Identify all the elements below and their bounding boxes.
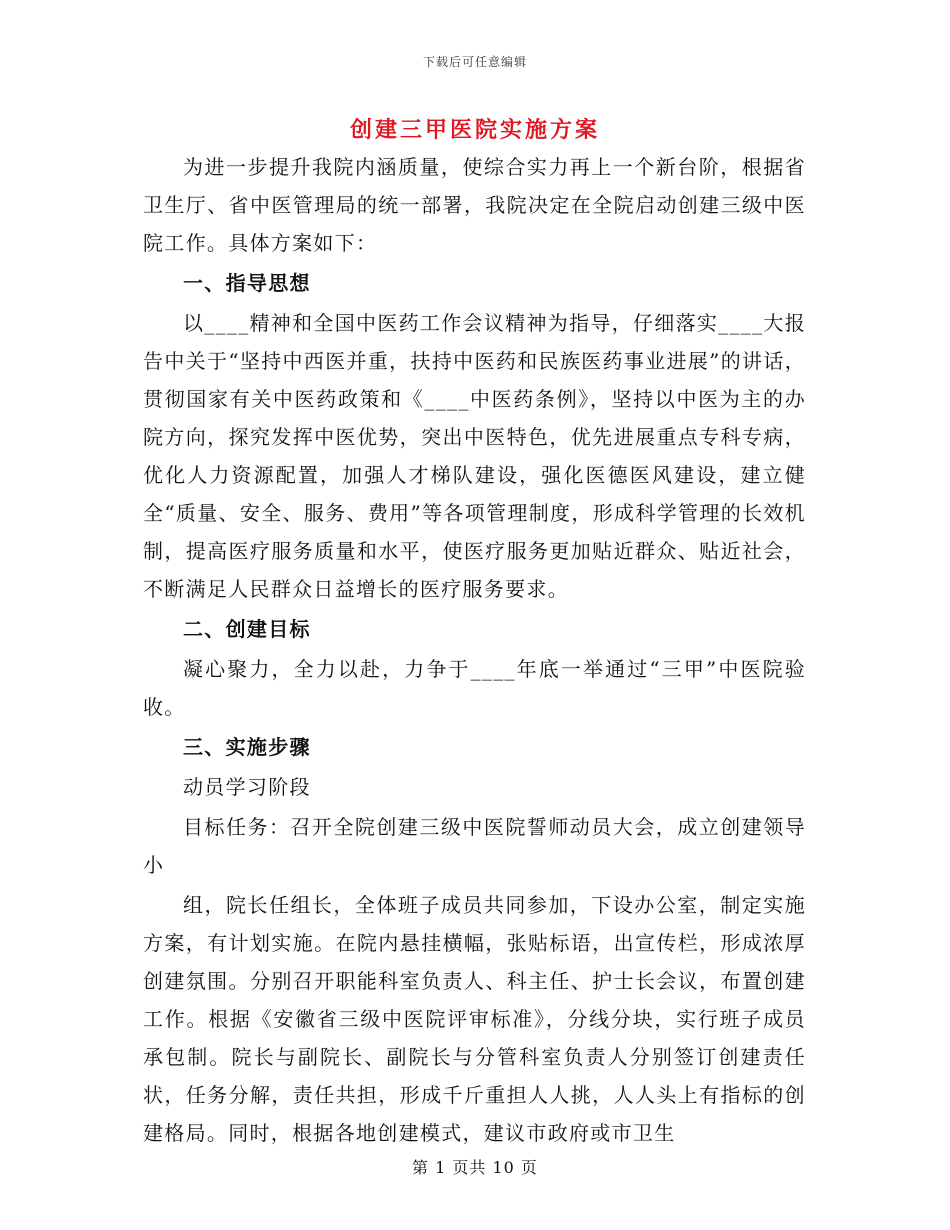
- header-note: 下载后可任意编辑: [422, 55, 527, 69]
- paragraph-intro: 为进一步提升我院内涵质量，使综合实力再上一个新台阶，根据省卫生厅、省中医管理局的统一部署，我院决定在全院启动创建三级中医院工作。具体方案如下：: [143, 155, 806, 255]
- paragraph-goal: 凝心聚力，全力以赴，力争于____年底一举通过“三甲”中医院验收。: [143, 657, 806, 719]
- paragraph-mobilization-stage: 动员学习阶段: [183, 775, 311, 799]
- section-heading-guiding-thought: 一、指导思想: [183, 271, 311, 295]
- section-heading-goal: 二、创建目标: [183, 617, 311, 641]
- section-heading-steps: 三、实施步骤: [183, 735, 311, 759]
- document-body: [143, 148, 806, 1154]
- paragraph-target-tasks: 目标任务：召开全院创建三级中医院誓师动员大会，成立创建领导小: [143, 815, 806, 877]
- paragraph-guiding-thought: 以____精神和全国中医药工作会议精神为指导，仔细落实____大报告中关于“坚持中西医并重，扶持中医药和民族医药事业进展”的讲话，贯彻国家有关中医药政策和《____中医药条例》，坚持以中医为主的办院方向，探究发挥中医优势，突出中医特色，优先进展重点专科专病，优化人力资源配置，加强人才梯队建设，强化医德医风建设，建立健全“质量、安全、服务、费用”等各项管理制度，形成科学管理的长效机制，提高医疗服务质量和水平，使医疗服务更加贴近群众、贴近社会，不断满足人民群众日益增长的医疗服务要求。: [143, 311, 806, 601]
- page-number: 第 1 页共 10 页: [412, 1158, 538, 1177]
- paragraph-leadership-group: 组，院长任组长，全体班子成员共同参加，下设办公室，制定实施方案，有计划实施。在院内悬挂横幅，张贴标语，出宣传栏，形成浓厚创建氛围。分别召开职能科室负责人、科主任、护士长会议，布置创建工作。根据《安徽省三级中医院评审标准》，分线分块，实行班子成员承包制。院长与副院长、副院长与分管科室负责人分别签订创建责任状，任务分解，责任共担，形成千斤重担人人挑，人人头上有指标的创建格局。同时，根据各地创建模式，建议市政府或市卫生: [143, 893, 806, 1145]
- document-title: 创建三甲医院实施方案: [349, 117, 600, 143]
